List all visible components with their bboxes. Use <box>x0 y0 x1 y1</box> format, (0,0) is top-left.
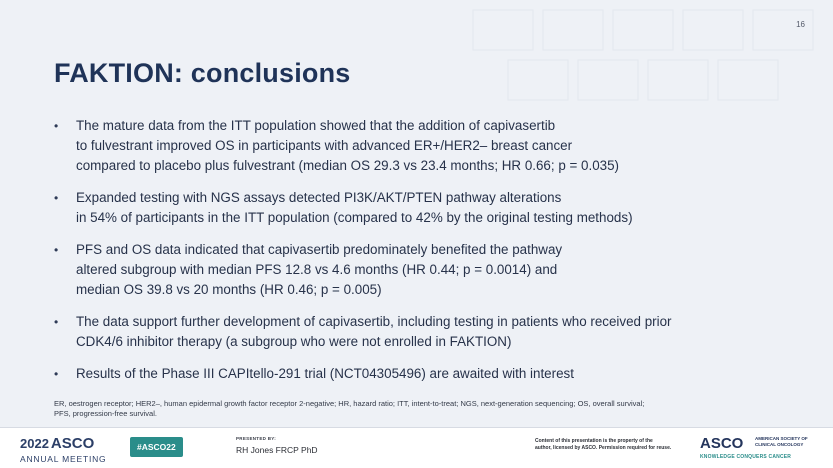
brand-tagline: KNOWLEDGE CONQUERS CANCER <box>700 454 792 460</box>
asco-brand-logo <box>700 435 828 463</box>
footnote-line: ER, oestrogen receptor; HER2–, human epidermal growth factor receptor 2-negative; HR, hazard ratio; ITT, intent-to-treat; NGS, next-generation sequencing; OS, overall survival; <box>54 399 645 408</box>
meeting-logo <box>20 435 116 464</box>
background-pattern <box>453 0 833 120</box>
bullet-item <box>54 240 774 300</box>
presenter-name: RH Jones FRCP PhD <box>236 445 318 455</box>
bullet-line: The data support further development of capivasertib, including testing in patients who received prior <box>76 314 672 329</box>
meeting-subtitle: ANNUAL MEETING <box>20 454 107 464</box>
abbreviations-footnote <box>54 399 754 419</box>
bullet-line: in 54% of participants in the ITT population (compared to 42% by the original testing methods) <box>76 210 633 225</box>
bullet-dot-icon: • <box>54 315 59 329</box>
bullet-line: median OS 39.8 vs 20 months (HR 0.46; p = 0.005) <box>76 282 382 297</box>
bullet-dot-icon: • <box>54 191 59 205</box>
bullet-line: PFS and OS data indicated that capivasertib predominately benefited the pathway <box>76 242 563 257</box>
brand-name: ASCO <box>700 435 744 452</box>
bullet-item <box>54 116 774 176</box>
hashtag-badge: #ASCO22 <box>130 437 183 457</box>
meeting-year: 2022 <box>20 436 49 451</box>
copyright-notice <box>535 438 695 452</box>
bullet-line: compared to placebo plus fulvestrant (median OS 29.3 vs 23.4 months; HR 0.66; p = 0.035) <box>76 158 619 173</box>
bullet-item <box>54 312 774 352</box>
notice-line: Content of this presentation is the property of the <box>535 438 653 444</box>
bullet-line: altered subgroup with median PFS 12.8 vs 4.6 months (HR 0.44; p = 0.0014) and <box>76 262 558 277</box>
slide-number: 16 <box>796 20 805 29</box>
footnote-line: PFS, progression-free survival. <box>54 409 157 418</box>
bullet-line: The mature data from the ITT population showed that the addition of capivasertib <box>76 118 556 133</box>
bullet-dot-icon: • <box>54 243 59 257</box>
bullet-line: Expanded testing with NGS assays detected PI3K/AKT/PTEN pathway alterations <box>76 190 562 205</box>
brand-org-line: CLINICAL ONCOLOGY <box>755 441 804 447</box>
presented-by-label: PRESENTED BY: <box>236 436 277 441</box>
bullet-dot-icon: • <box>54 367 59 381</box>
footer-bar <box>0 427 833 468</box>
conclusions-list <box>54 116 774 396</box>
bullet-item <box>54 188 774 228</box>
notice-line: author, licensed by ASCO. Permission required for reuse. <box>535 445 672 451</box>
presenter-info <box>236 436 318 455</box>
bullet-dot-icon: • <box>54 119 59 133</box>
bullet-line: Results of the Phase III CAPItello-291 trial (NCT04305496) are awaited with interest <box>76 366 574 381</box>
bullet-line: CDK4/6 inhibitor therapy (a subgroup who were not enrolled in FAKTION) <box>76 334 512 349</box>
brand-org-line: AMERICAN SOCIETY OF <box>755 436 808 441</box>
bullet-line: to fulvestrant improved OS in participants with advanced ER+/HER2– breast cancer <box>76 138 573 153</box>
slide-title: FAKTION: conclusions <box>54 58 351 88</box>
bullet-item <box>54 364 774 384</box>
meeting-name: ASCO <box>50 435 95 452</box>
brand-organization <box>755 436 808 447</box>
